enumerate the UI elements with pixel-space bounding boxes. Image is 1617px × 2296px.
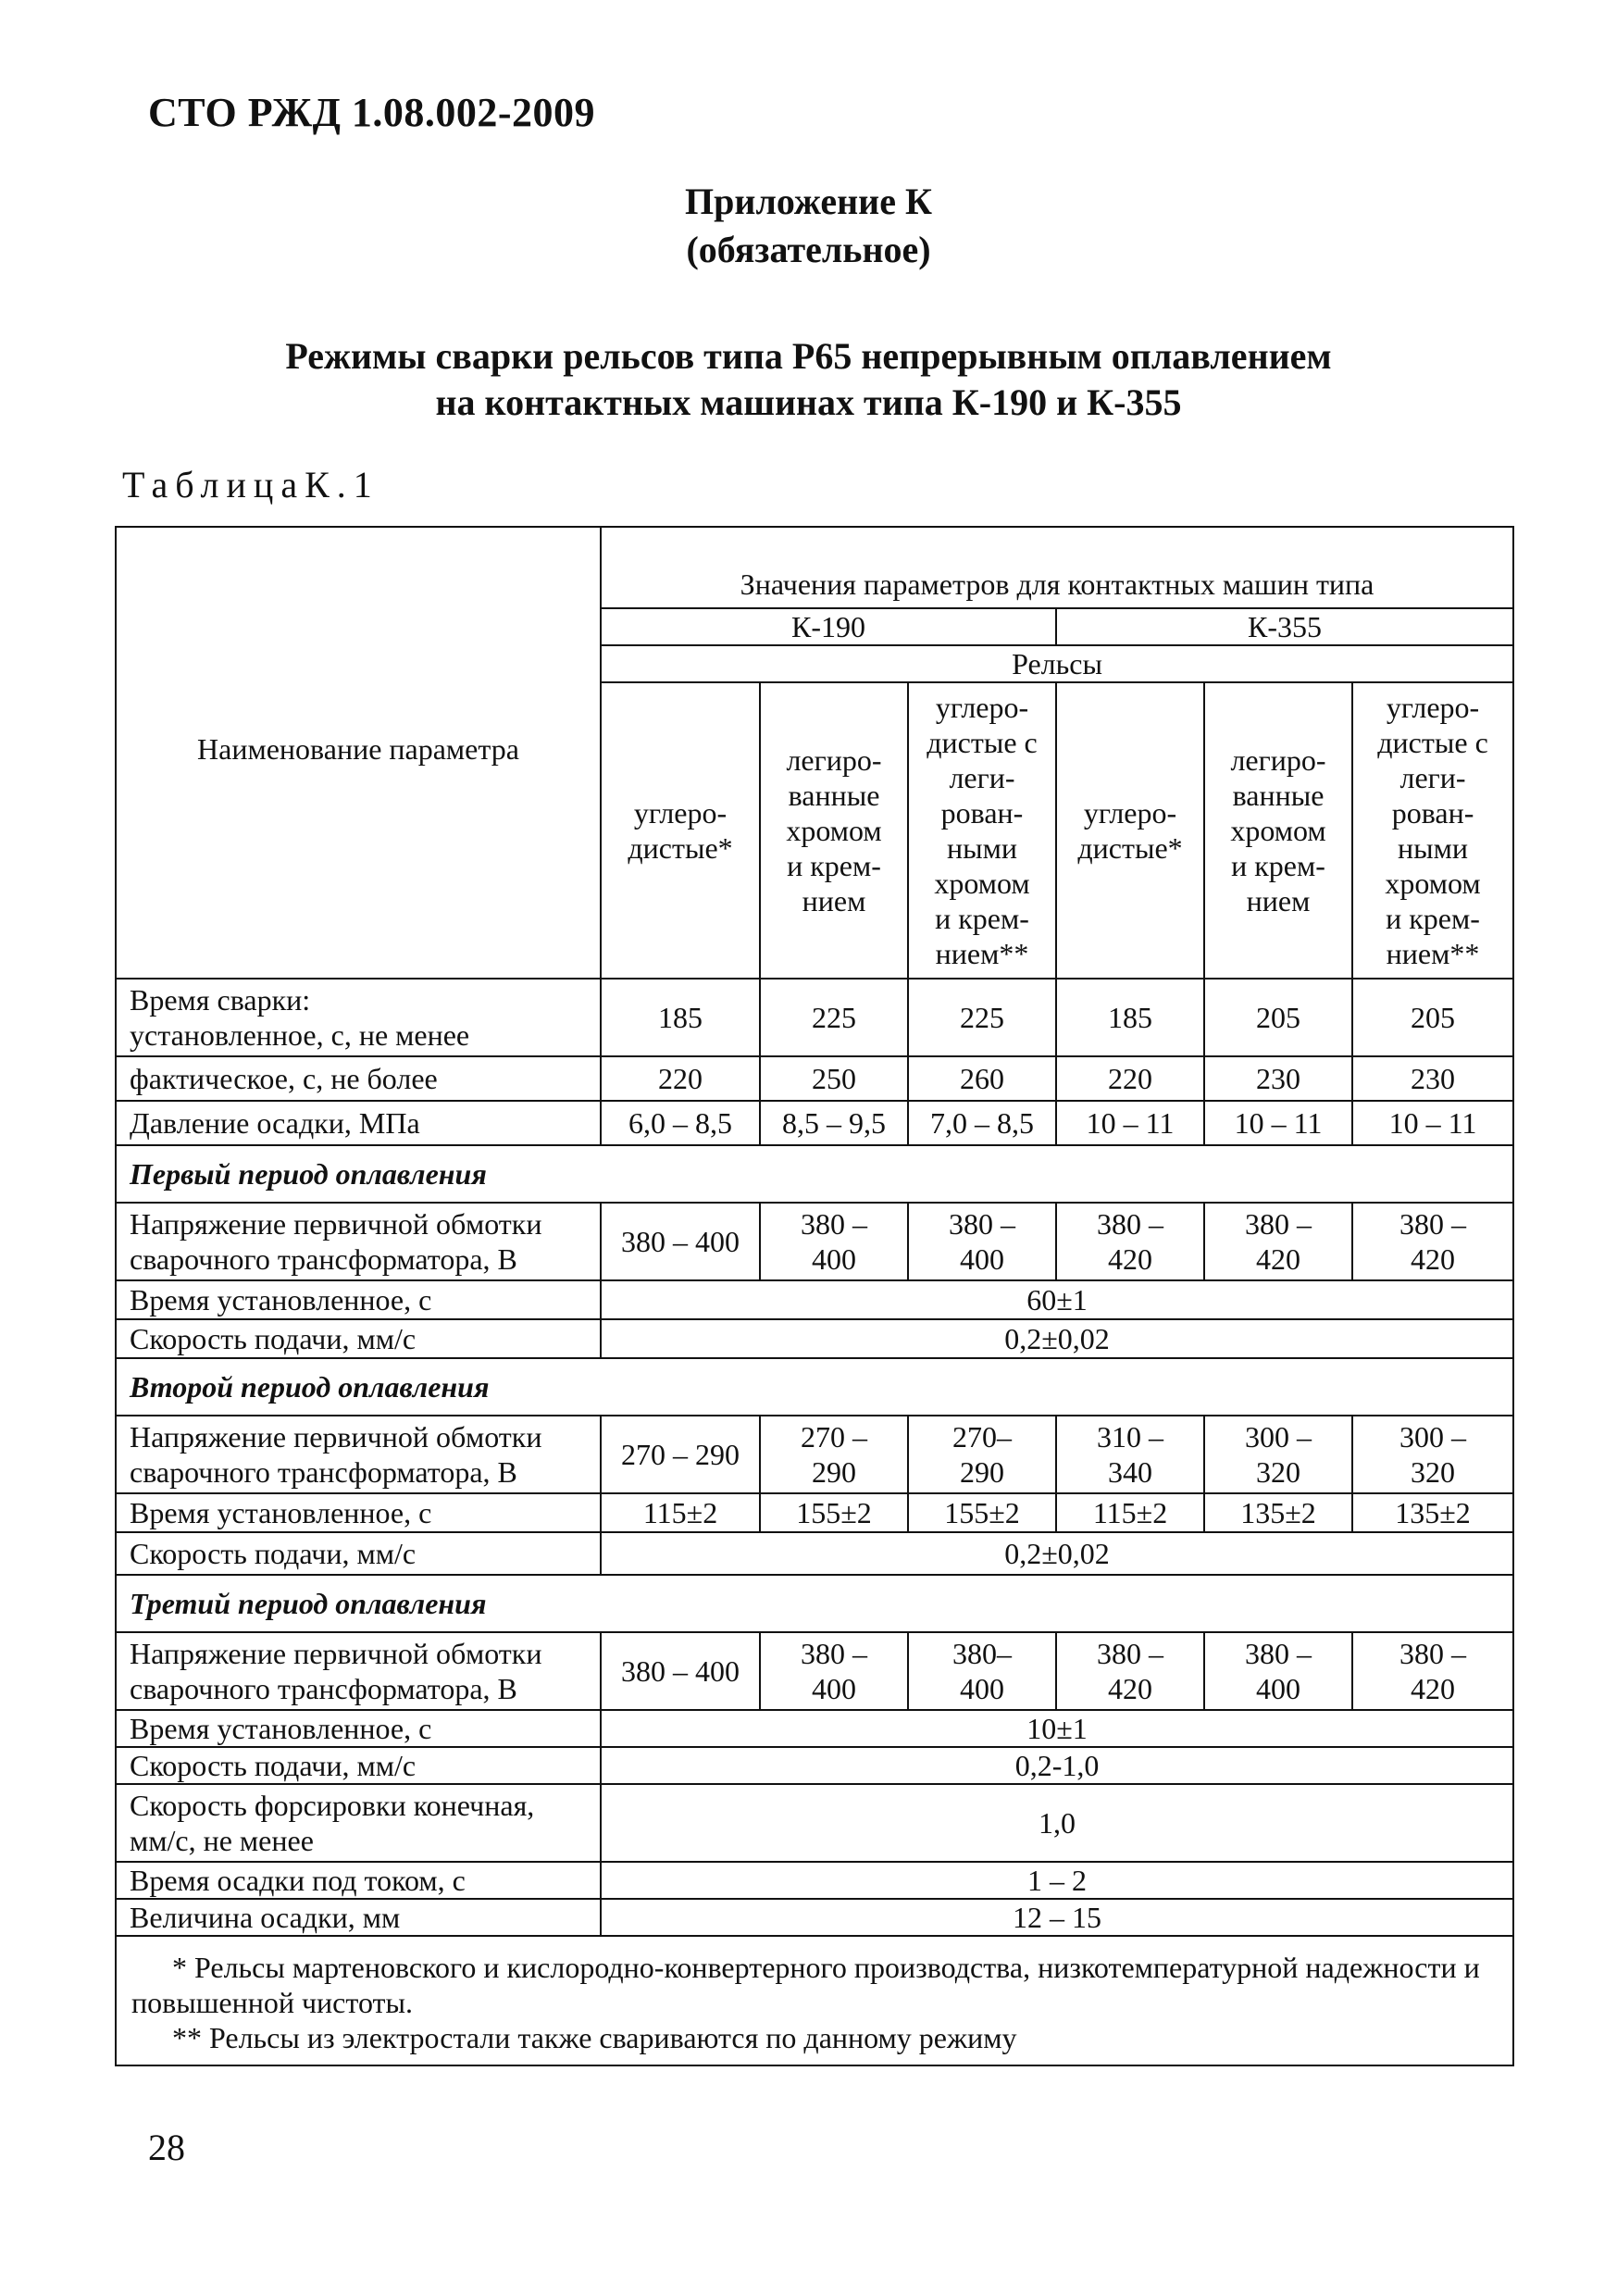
value-cell: 185 [1056, 979, 1204, 1056]
value-cell: 310 – 340 [1056, 1416, 1204, 1493]
machine-header-k355: К-355 [1056, 608, 1513, 645]
period-1-voltage-row [116, 1203, 1513, 1280]
rail-type-header: углеро- дистые с леги- рован- ными хромом и крем- нием** [908, 682, 1056, 979]
value-cell: 10 – 11 [1352, 1101, 1513, 1145]
period-2-voltage-row [116, 1416, 1513, 1493]
value-cell-merged: 1 – 2 [601, 1862, 1513, 1899]
value-cell-merged: 0,2±0,02 [601, 1532, 1513, 1575]
value-cell: 230 [1352, 1056, 1513, 1101]
value-cell: 380 – 400 [760, 1632, 908, 1710]
rail-type-header: углеро- дистые* [1056, 682, 1204, 979]
value-cell: 380 – 400 [908, 1203, 1056, 1280]
parameter-name: Время установленное, с [116, 1493, 601, 1532]
footnotes [116, 1936, 1513, 2065]
value-cell: 270 – 290 [760, 1416, 908, 1493]
rail-type-header: легиро- ванные хромом и крем- нием [760, 682, 908, 979]
value-cell: 380 – 420 [1056, 1632, 1204, 1710]
header-row [116, 527, 1513, 608]
value-cell: 10 – 11 [1056, 1101, 1204, 1145]
parameter-name: Время сварки: установленное, с, не менее [116, 979, 601, 1056]
parameter-name: Скорость подачи, мм/с [116, 1747, 601, 1784]
period-1-time-row [116, 1280, 1513, 1319]
section-title: Первый период оплавления [116, 1145, 1513, 1203]
value-cell: 300 – 320 [1204, 1416, 1352, 1493]
value-cell: 225 [760, 979, 908, 1056]
section-title: Третий период оплавления [116, 1575, 1513, 1632]
page-number: 28 [148, 2127, 185, 2168]
parameter-name: Время установленное, с [116, 1710, 601, 1747]
value-cell: 270 – 290 [601, 1416, 760, 1493]
value-cell: 155±2 [908, 1493, 1056, 1532]
value-cell-merged: 0,2±0,02 [601, 1319, 1513, 1358]
rail-type-header: углеро- дистые с леги- рован- ными хромом и крем- нием** [1352, 682, 1513, 979]
value-cell: 220 [601, 1056, 760, 1101]
section-title: Второй период оплавления [116, 1358, 1513, 1416]
value-cell: 260 [908, 1056, 1056, 1101]
footnote: * Рельсы мартеновского и кислородно-конвертерного производства, низкотемпературной надежности и повышенной чистоты. [131, 1951, 1480, 2019]
value-cell: 380 – 420 [1352, 1632, 1513, 1710]
parameter-name: Напряжение первичной обмотки сварочного трансформатора, В [116, 1632, 601, 1710]
machine-header-k190: К-190 [601, 608, 1056, 645]
column-header-parameter: Наименование параметра [116, 527, 601, 979]
value-cell: 115±2 [601, 1493, 760, 1532]
period-3-title-row [116, 1575, 1513, 1632]
title-line-2: на контактных машинах типа К-190 и К-355 [435, 381, 1182, 423]
document-title [0, 333, 1617, 426]
period-3-speed-row [116, 1747, 1513, 1784]
value-cell: 135±2 [1204, 1493, 1352, 1532]
value-cell: 380 – 420 [1056, 1203, 1204, 1280]
value-cell: 380 – 400 [601, 1203, 760, 1280]
value-cell: 205 [1204, 979, 1352, 1056]
parameter-name: фактическое, с, не более [116, 1056, 601, 1101]
value-cell-merged: 0,2-1,0 [601, 1747, 1513, 1784]
appendix-title: Приложение К [685, 181, 932, 222]
rail-type-header: углеро- дистые* [601, 682, 760, 979]
period-3-upset-size-row [116, 1899, 1513, 1936]
appendix-subtitle: (обязательное) [686, 229, 931, 270]
period-3-upset-time-row [116, 1862, 1513, 1899]
value-cell: 380– 400 [908, 1632, 1056, 1710]
value-cell: 7,0 – 8,5 [908, 1101, 1056, 1145]
parameter-name: Скорость форсировки конечная, мм/с, не менее [116, 1784, 601, 1862]
appendix-heading [0, 178, 1617, 274]
value-cell-merged: 12 – 15 [601, 1899, 1513, 1936]
rails-header: Рельсы [601, 645, 1513, 682]
footnote-row [116, 1936, 1513, 2065]
period-2-time-row [116, 1493, 1513, 1532]
value-cell: 135±2 [1352, 1493, 1513, 1532]
value-cell-merged: 1,0 [601, 1784, 1513, 1862]
actual-time-row [116, 1056, 1513, 1101]
value-cell: 380 – 420 [1352, 1203, 1513, 1280]
period-1-title-row [116, 1145, 1513, 1203]
weld-time-row [116, 979, 1513, 1056]
rail-type-header: легиро- ванные хромом и крем- нием [1204, 682, 1352, 979]
title-line-1: Режимы сварки рельсов типа Р65 непрерывным оплавлением [285, 335, 1332, 377]
column-header-group: Значения параметров для контактных машин типа [601, 527, 1513, 608]
parameter-name: Напряжение первичной обмотки сварочного трансформатора, В [116, 1203, 601, 1280]
value-cell: 230 [1204, 1056, 1352, 1101]
period-3-voltage-row [116, 1632, 1513, 1710]
parameter-name: Скорость подачи, мм/с [116, 1319, 601, 1358]
value-cell: 6,0 – 8,5 [601, 1101, 760, 1145]
period-1-speed-row [116, 1319, 1513, 1358]
value-cell: 380 – 400 [601, 1632, 760, 1710]
value-cell: 220 [1056, 1056, 1204, 1101]
period-2-speed-row [116, 1532, 1513, 1575]
value-cell: 205 [1352, 979, 1513, 1056]
parameter-name: Величина осадки, мм [116, 1899, 601, 1936]
welding-modes-table [115, 526, 1514, 2066]
parameter-name: Время установленное, с [116, 1280, 601, 1319]
value-cell: 380 – 400 [760, 1203, 908, 1280]
period-2-title-row [116, 1358, 1513, 1416]
value-cell: 380 – 400 [1204, 1632, 1352, 1710]
parameter-name: Напряжение первичной обмотки сварочного трансформатора, В [116, 1416, 601, 1493]
parameter-name: Давление осадки, МПа [116, 1101, 601, 1145]
value-cell: 300 – 320 [1352, 1416, 1513, 1493]
value-cell: 10 – 11 [1204, 1101, 1352, 1145]
document-code: СТО РЖД 1.08.002-2009 [148, 90, 596, 135]
period-3-force-row [116, 1784, 1513, 1862]
footnote: ** Рельсы из электростали также свариваются по данному режиму [172, 2021, 1017, 2054]
parameter-name: Скорость подачи, мм/с [116, 1532, 601, 1575]
upset-pressure-row [116, 1101, 1513, 1145]
value-cell: 115±2 [1056, 1493, 1204, 1532]
value-cell: 250 [760, 1056, 908, 1101]
value-cell: 185 [601, 979, 760, 1056]
value-cell: 225 [908, 979, 1056, 1056]
value-cell: 155±2 [760, 1493, 908, 1532]
parameter-name: Время осадки под током, с [116, 1862, 601, 1899]
value-cell: 8,5 – 9,5 [760, 1101, 908, 1145]
value-cell: 380 – 420 [1204, 1203, 1352, 1280]
value-cell-merged: 10±1 [601, 1710, 1513, 1747]
period-3-time-row [116, 1710, 1513, 1747]
table-label: ТаблицаК.1 [122, 464, 379, 505]
value-cell: 270– 290 [908, 1416, 1056, 1493]
value-cell-merged: 60±1 [601, 1280, 1513, 1319]
